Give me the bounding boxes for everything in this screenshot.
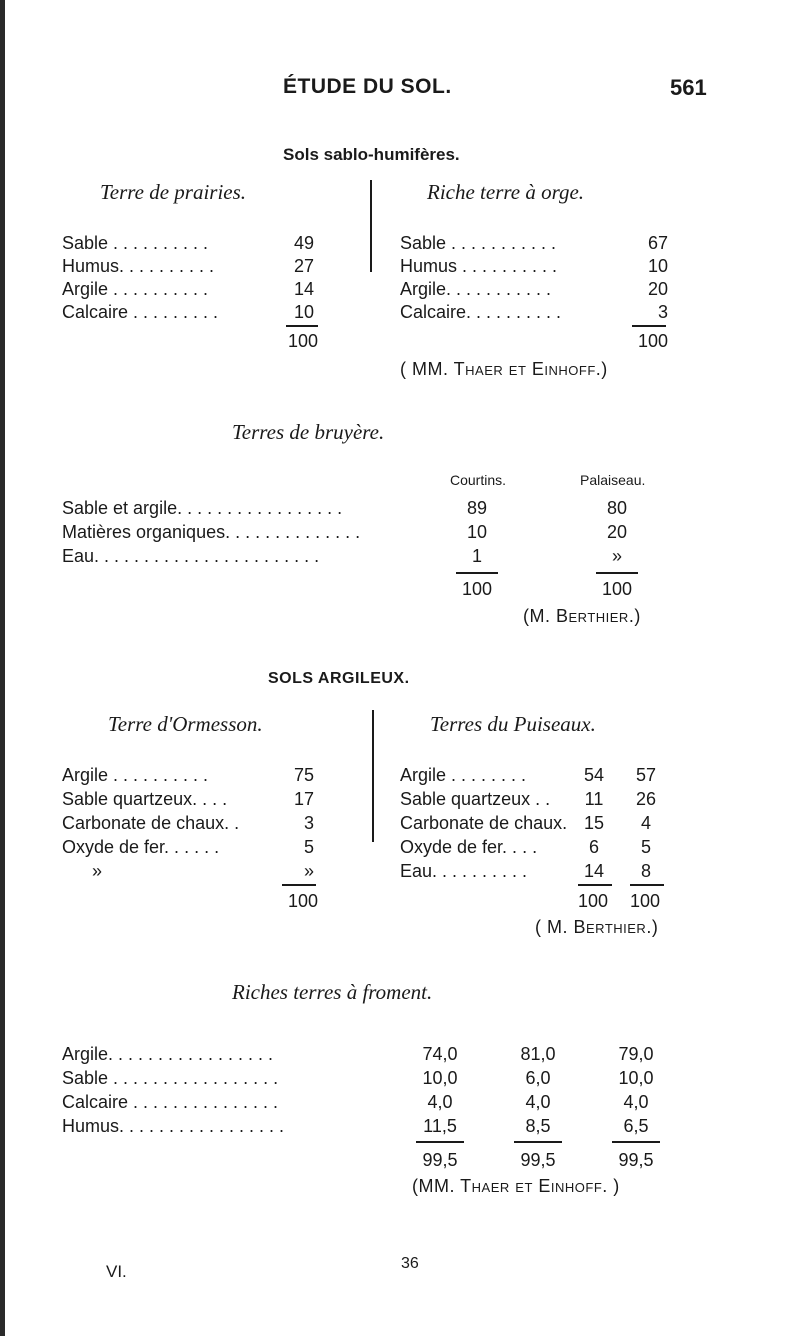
table-cell: 17: [293, 789, 314, 809]
table-cell: 80: [606, 498, 628, 518]
table-cell: 49: [293, 233, 314, 253]
sum-rule: [632, 325, 666, 327]
running-title: ÉTUDE DU SOL.: [283, 75, 452, 98]
table-row: Calcaire . . . . . . . . . . . . . . .: [62, 1092, 279, 1112]
table-cell: 14: [293, 279, 314, 299]
table-cell: 79,0: [618, 1044, 654, 1064]
table-cell: 10: [293, 302, 314, 322]
table-row: Humus. . . . . . . . . . . . . . . . .: [62, 1116, 285, 1136]
table-cell: 6: [588, 837, 599, 857]
sum-rule: [416, 1141, 464, 1143]
table-row: Calcaire . . . . . . . . .: [62, 302, 219, 322]
table-cell: 27: [293, 256, 314, 276]
table-row: Argile . . . . . . . .: [400, 765, 527, 785]
table-cell: 11: [584, 789, 604, 809]
citation: (M. Berthier.): [523, 606, 641, 626]
table-total: 100: [577, 891, 609, 911]
table-cell: 6,5: [623, 1116, 649, 1136]
table-total: 99,5: [422, 1150, 458, 1170]
table-row: Humus. . . . . . . . . .: [62, 256, 215, 276]
table-cell: 14: [583, 861, 605, 881]
sum-rule: [612, 1141, 660, 1143]
table-cell: 8,5: [525, 1116, 551, 1136]
table-cell: »: [303, 861, 314, 881]
table-row: Argile . . . . . . . . . .: [62, 765, 209, 785]
table-cell: 74,0: [422, 1044, 458, 1064]
table-row: Sable . . . . . . . . . .: [62, 233, 209, 253]
signature-mark: VI.: [106, 1262, 127, 1281]
table-title-ormesson: Terre d'Ormesson.: [108, 712, 263, 736]
table-cell: 10: [466, 522, 488, 542]
table-total: 99,5: [618, 1150, 654, 1170]
table-row: Sable quartzeux . .: [400, 789, 551, 809]
citation: ( M. Berthier.): [535, 917, 659, 937]
table-cell: 4: [640, 813, 651, 833]
table-cell: 15: [583, 813, 605, 833]
table-title-prairies: Terre de prairies.: [100, 180, 247, 204]
table-row: Carbonate de chaux.: [400, 813, 568, 833]
table-cell: 4,0: [623, 1092, 649, 1112]
sum-rule: [630, 884, 664, 886]
table-row: Argile . . . . . . . . . .: [62, 279, 209, 299]
table-cell: 10: [647, 256, 668, 276]
column-header: Palaiseau.: [580, 472, 646, 488]
table-cell: 89: [466, 498, 488, 518]
table-row: Calcaire. . . . . . . . . .: [400, 302, 562, 322]
table-row: Argile. . . . . . . . . . . . . . . . .: [62, 1044, 274, 1064]
table-row: Sable . . . . . . . . . . .: [400, 233, 557, 253]
sheet-number: 36: [401, 1255, 419, 1272]
table-row: Oxyde de fer. . . .: [400, 837, 538, 857]
table-cell: »: [611, 546, 622, 566]
table-cell: 3: [657, 302, 668, 322]
table-row: Sable et argile. . . . . . . . . . . . . . . . .: [62, 498, 343, 518]
table-cell: 54: [583, 765, 605, 785]
table-cell: 20: [647, 279, 668, 299]
sum-rule: [596, 572, 638, 574]
table-cell: 4,0: [525, 1092, 551, 1112]
table-row: Sable . . . . . . . . . . . . . . . . .: [62, 1068, 279, 1088]
table-row: Sable quartzeux. . . .: [62, 789, 228, 809]
column-divider: [372, 710, 374, 842]
table-cell: 20: [606, 522, 628, 542]
table-cell: 5: [303, 837, 314, 857]
table-title-puiseaux: Terres du Puiseaux.: [430, 712, 596, 736]
table-cell: 11,5: [423, 1116, 457, 1136]
sum-rule: [456, 572, 498, 574]
table-cell: 67: [647, 233, 668, 253]
table-cell: 10,0: [618, 1068, 654, 1088]
table-row: Humus . . . . . . . . . .: [400, 256, 558, 276]
page-number: 561: [670, 75, 707, 100]
page-edge-shadow: [0, 0, 5, 1336]
citation: ( MM. Thaer et Einhoff.): [400, 359, 608, 379]
citation: (MM. Thaer et Einhoff. ): [412, 1176, 620, 1196]
table-row: Oxyde de fer. . . . . .: [62, 837, 220, 857]
table-total: 100: [601, 579, 633, 599]
table-title-froment: Riches terres à froment.: [232, 980, 433, 1004]
table-cell: 1: [471, 546, 482, 566]
table-row: »: [92, 861, 103, 881]
table-title-orge: Riche terre à orge.: [427, 180, 585, 204]
table-row: Eau. . . . . . . . . .: [400, 861, 528, 881]
section-heading-argileux: SOLS ARGILEUX.: [268, 670, 410, 687]
table-cell: 6,0: [525, 1068, 551, 1088]
table-total: 100: [287, 331, 318, 351]
table-cell: 75: [293, 765, 314, 785]
table-total: 100: [629, 891, 661, 911]
table-cell: 57: [635, 765, 657, 785]
table-cell: 10,0: [422, 1068, 458, 1088]
table-cell: 81,0: [520, 1044, 556, 1064]
column-header: Courtins.: [450, 472, 507, 488]
table-total: 99,5: [520, 1150, 556, 1170]
table-title-bruyere: Terres de bruyère.: [232, 420, 385, 444]
table-cell: 5: [640, 837, 651, 857]
table-total: 100: [637, 331, 668, 351]
table-row: Matières organiques. . . . . . . . . . . . . .: [62, 522, 361, 542]
table-cell: 8: [640, 861, 651, 881]
table-cell: 26: [635, 789, 657, 809]
table-row: Argile. . . . . . . . . . .: [400, 279, 552, 299]
sum-rule: [514, 1141, 562, 1143]
table-cell: 3: [303, 813, 314, 833]
table-row: Eau. . . . . . . . . . . . . . . . . . . . . . .: [62, 546, 320, 566]
table-row: Carbonate de chaux. .: [62, 813, 240, 833]
table-total: 100: [461, 579, 493, 599]
sum-rule: [286, 325, 318, 327]
sum-rule: [282, 884, 316, 886]
table-total: 100: [287, 891, 318, 911]
table-cell: 4,0: [427, 1092, 453, 1112]
section-heading-sablo: Sols sablo-humifères.: [283, 145, 460, 164]
sum-rule: [578, 884, 612, 886]
column-divider: [370, 180, 372, 272]
